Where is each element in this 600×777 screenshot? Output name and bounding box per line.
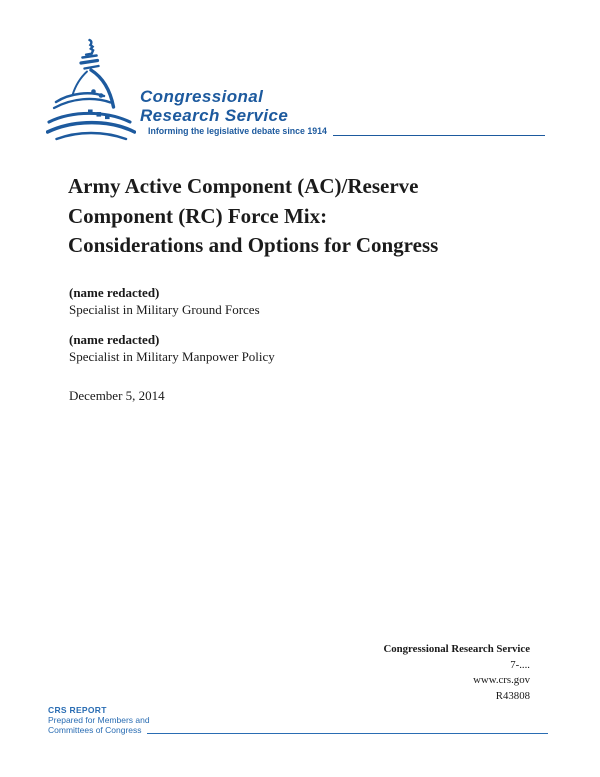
author-role: Specialist in Military Ground Forces <box>69 302 260 317</box>
header-rule <box>333 135 545 136</box>
crs-tagline-row <box>148 125 545 137</box>
crs-wordmark <box>140 88 288 125</box>
footer-rule <box>147 733 548 734</box>
author-role: Specialist in Military Manpower Policy <box>69 349 275 364</box>
footer-website-link[interactable]: www.crs.gov <box>473 674 530 686</box>
footer-left-line3 <box>48 725 548 735</box>
author-name: (name redacted) <box>69 332 160 347</box>
crs-wordmark-line2: Research Service <box>140 105 289 125</box>
author-entry <box>69 331 275 365</box>
crs-wordmark-line1: Congressional <box>140 87 264 106</box>
footer-phone: 7-.... <box>510 658 530 671</box>
report-date: December 5, 2014 <box>69 388 165 403</box>
crs-report-label: CRS REPORT <box>48 705 107 715</box>
footer-left-block <box>48 705 548 736</box>
crs-tagline: Informing the legislative debate since 1914 <box>148 126 327 136</box>
authors-section <box>69 284 275 404</box>
report-title <box>68 172 548 261</box>
report-title-line3: Considerations and Options for Congress <box>68 233 439 257</box>
report-title-line1: Army Active Component (AC)/Reserve <box>68 174 419 198</box>
author-name: (name redacted) <box>69 285 160 300</box>
report-title-line2: Component (RC) Force Mix: <box>68 203 328 228</box>
footer-org: Congressional Research Service <box>383 643 530 655</box>
footer-right-block <box>383 642 530 704</box>
footer-report-number: R43808 <box>495 689 530 702</box>
author-entry <box>69 284 275 318</box>
footer-left-line2: Prepared for Members and <box>48 715 150 726</box>
capitol-dome-icon <box>46 36 136 142</box>
footer-left-line3-text: Committees of Congress <box>48 725 142 736</box>
